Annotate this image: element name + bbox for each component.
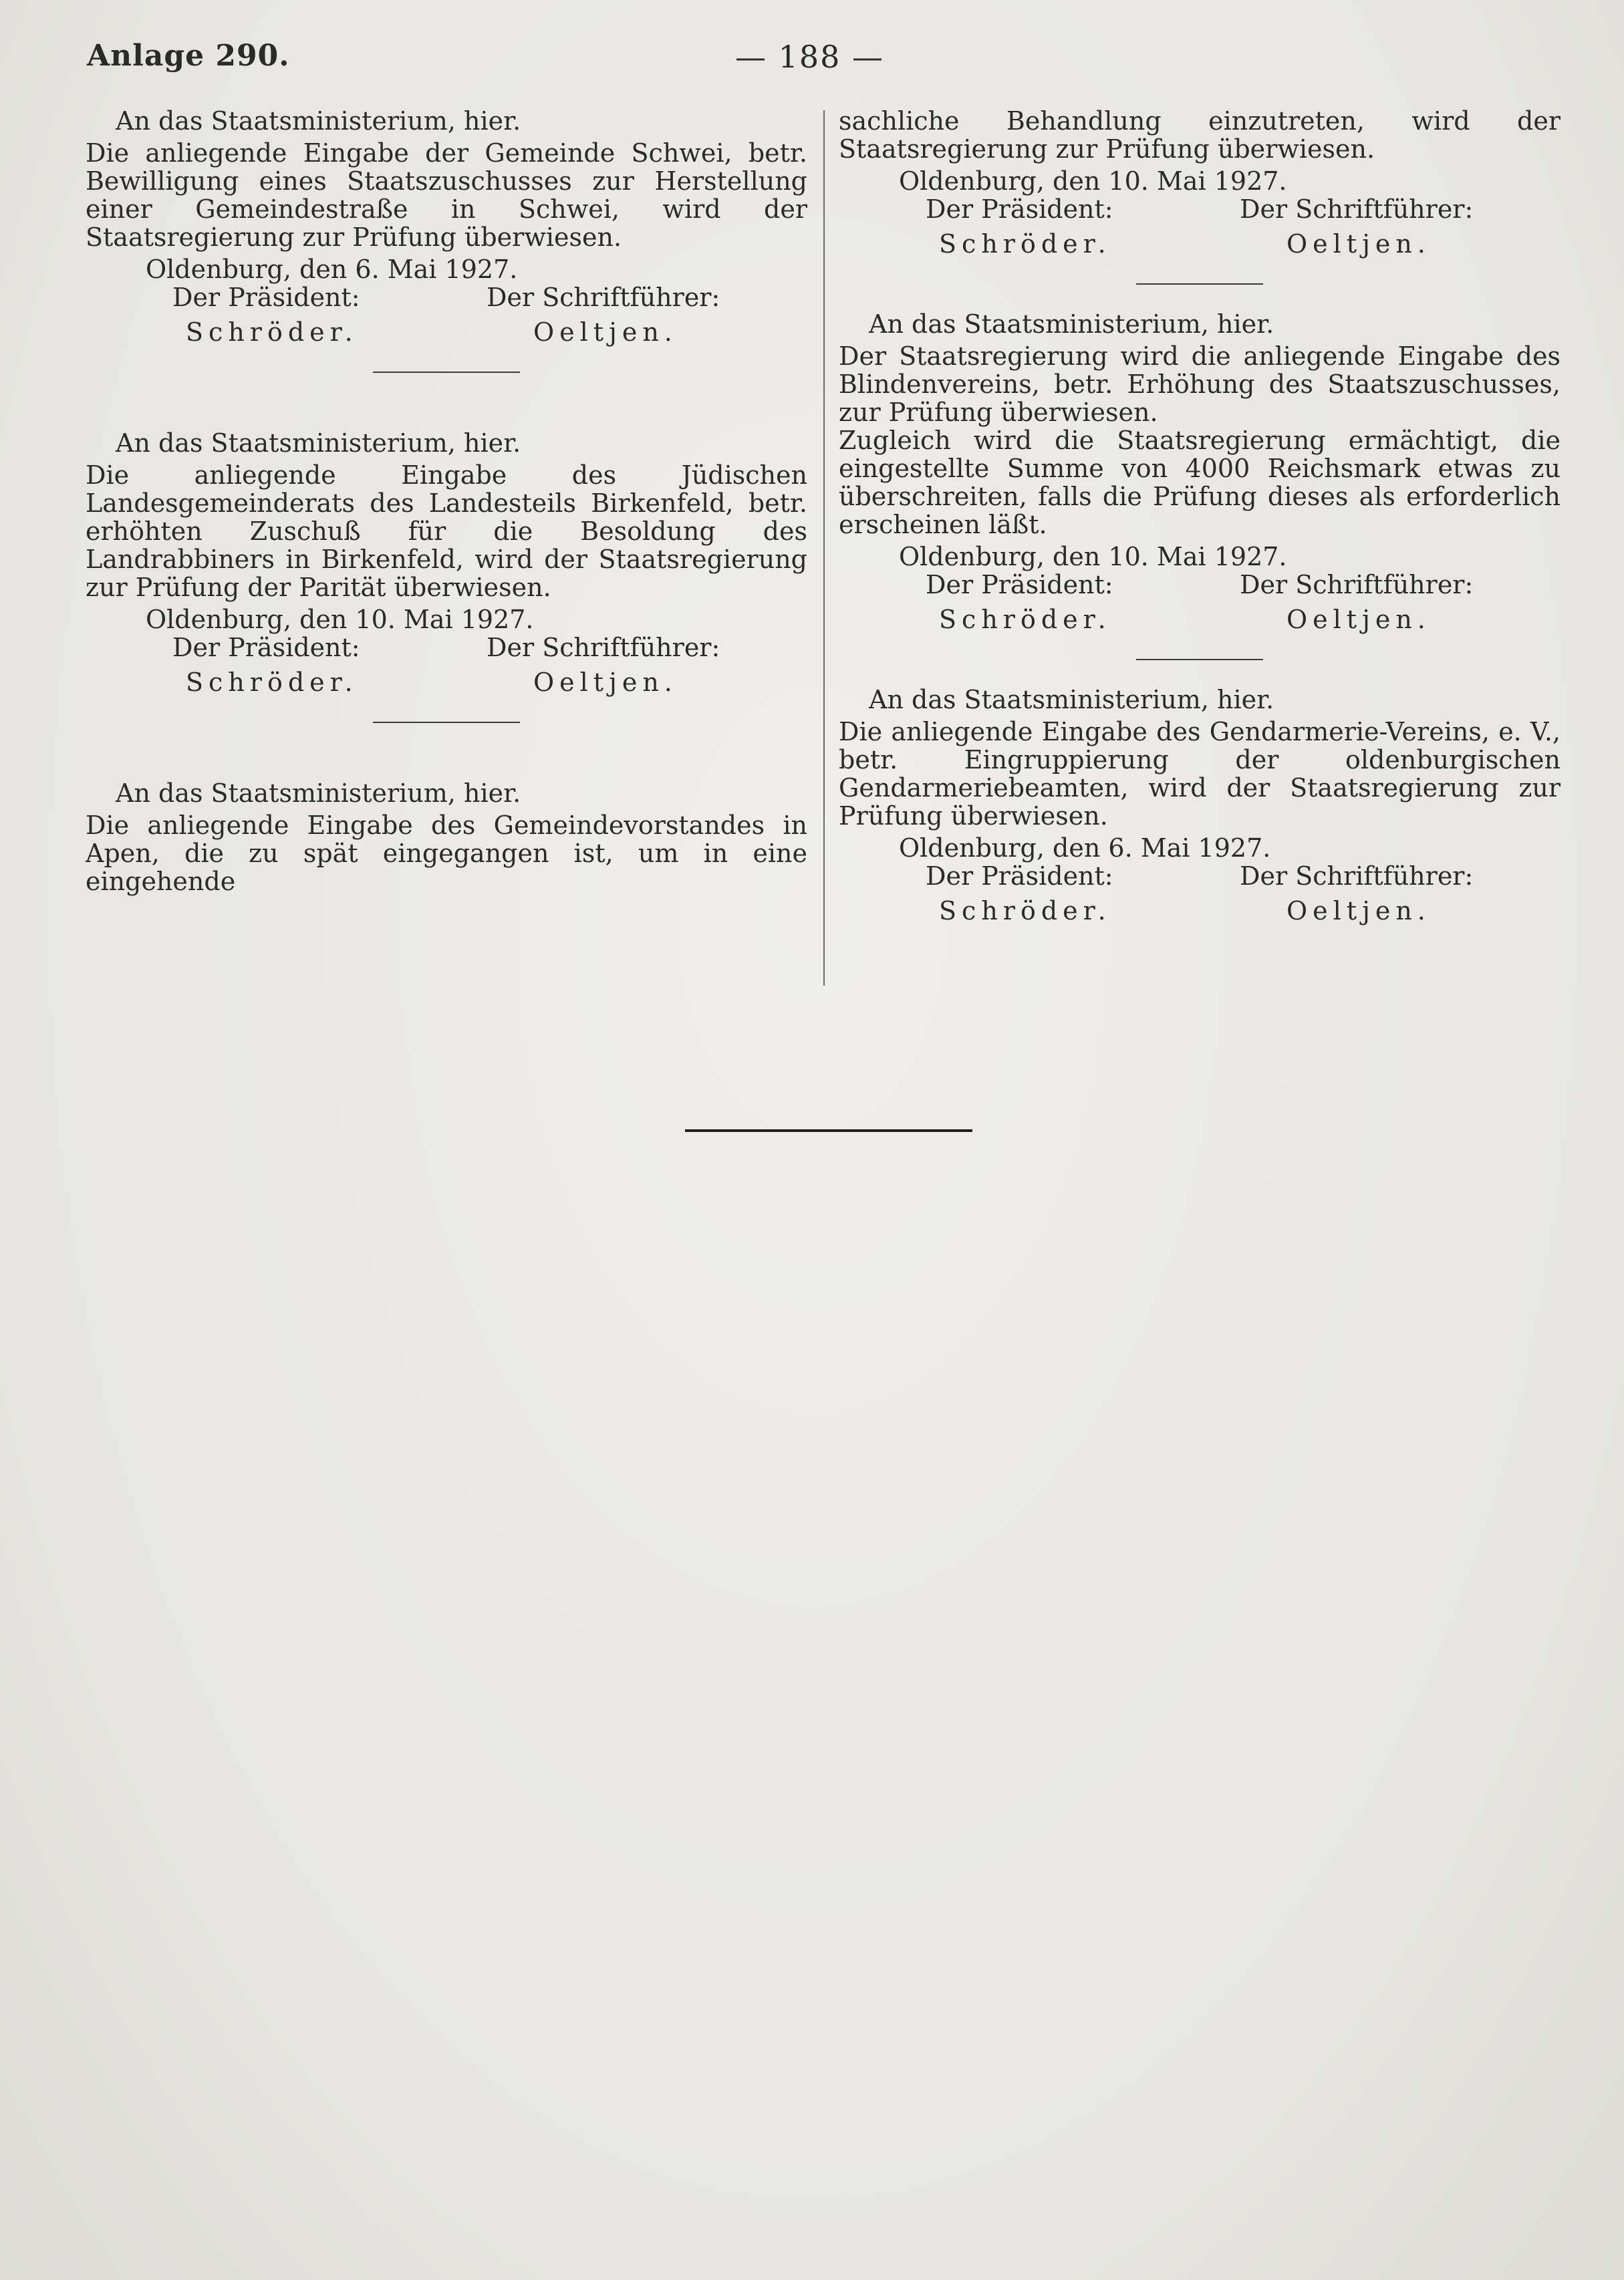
entry-addressee: An das Staatsministerium, hier. <box>116 778 521 808</box>
secretary-name: Oeltjen. <box>1287 896 1431 925</box>
signature-roles <box>839 195 1561 230</box>
page-number: — 188 — <box>735 39 885 75</box>
secretary-name: Oeltjen. <box>533 668 678 697</box>
end-rule <box>685 1129 972 1132</box>
entry-juedischer-landesgemeinderat <box>86 429 807 703</box>
signature-names <box>839 605 1561 640</box>
entry-date: Oldenburg, den 10. Mai 1927. <box>899 166 1287 196</box>
entry-body: Die anliegende Eingabe der Gemeinde Schwei, betr. Bewilligung eines Staatszuschusses zur Herstellung einer Gemeindestraße in Schwei, wird der Staatsregierung zur Prüfung überwiesen. <box>86 138 807 252</box>
signature-names <box>86 318 807 353</box>
president-role: Der Präsident: <box>926 194 1113 224</box>
signature-names <box>86 668 807 703</box>
entry-body: Die anliegende Eingabe des Jüdischen Landesgemeinderats des Landesteils Birkenfeld, betr. erhöhten Zuschuß für die Besoldung des Landrabbiners in Birkenfeld, wird der Staatsregierung zur Prüfung der Parität überwiesen. <box>86 460 807 602</box>
entry-body-second: Zugleich wird die Staatsregierung ermächtigt, die eingestellte Summe von 4000 Reichsmark etwas zu überschreiten, falls die Prüfung dieses als erforderlich erscheinen läßt. <box>839 426 1561 539</box>
entry-date: Oldenburg, den 6. Mai 1927. <box>146 255 518 284</box>
signature-roles <box>86 633 807 668</box>
entry-body: sachliche Behandlung einzutreten, wird der Staatsregierung zur Prüfung überwiesen. <box>839 106 1561 164</box>
president-name: Schröder. <box>939 896 1111 925</box>
entry-addressee: An das Staatsministerium, hier. <box>869 685 1274 714</box>
entry-addressee: An das Staatsministerium, hier. <box>116 428 521 458</box>
president-role: Der Präsident: <box>172 633 360 662</box>
anlage-label: Anlage 290. <box>87 39 290 73</box>
president-role: Der Präsident: <box>926 861 1113 891</box>
entry-gemeinde-schwei <box>86 107 807 353</box>
entry-body: Die anliegende Eingabe des Gendarmerie-Vereins, e. V., betr. Eingruppierung der oldenburgischen Gendarmeriebeamten, wird der Staatsregierung zur Prüfung überwiesen. <box>839 717 1561 831</box>
entry-date: Oldenburg, den 6. Mai 1927. <box>899 833 1271 863</box>
secretary-name: Oeltjen. <box>1287 605 1431 634</box>
section-rule <box>1136 659 1263 660</box>
entry-addressee: An das Staatsministerium, hier. <box>116 106 521 136</box>
entry-blindenverein <box>839 310 1561 640</box>
secretary-name: Oeltjen. <box>533 317 678 347</box>
section-rule <box>373 372 520 373</box>
signature-names <box>839 897 1561 932</box>
left-column <box>86 107 807 895</box>
secretary-role: Der Schriftführer: <box>1240 861 1474 891</box>
right-column <box>839 107 1561 932</box>
entry-addressee: An das Staatsministerium, hier. <box>869 309 1274 339</box>
signature-roles <box>839 862 1561 897</box>
entry-body: Der Staatsregierung wird die anliegende Eingabe des Blindenvereins, betr. Erhöhung des Staatszuschusses, zur Prüfung überwiesen. <box>839 341 1561 427</box>
page-header <box>0 39 1624 79</box>
secretary-role: Der Schriftführer: <box>487 633 720 662</box>
president-name: Schröder. <box>939 229 1111 259</box>
president-name: Schröder. <box>939 605 1111 634</box>
entry-date: Oldenburg, den 10. Mai 1927. <box>146 605 534 634</box>
president-role: Der Präsident: <box>926 570 1113 599</box>
column-divider <box>823 110 825 986</box>
secretary-role: Der Schriftführer: <box>487 283 720 312</box>
entry-body: Die anliegende Eingabe des Gemeindevorstandes in Apen, die zu spät eingegangen ist, um in eine eingehende <box>86 811 807 896</box>
secretary-name: Oeltjen. <box>1287 229 1431 259</box>
section-rule <box>1136 283 1263 285</box>
entry-gemeindevorstand-apen-continued <box>839 107 1561 265</box>
entry-gendarmerie-verein <box>839 686 1561 932</box>
signature-names <box>839 230 1561 265</box>
president-role: Der Präsident: <box>172 283 360 312</box>
secretary-role: Der Schriftführer: <box>1240 194 1474 224</box>
president-name: Schröder. <box>186 668 358 697</box>
section-rule <box>373 722 520 723</box>
entry-gemeindevorstand-apen <box>86 779 807 895</box>
signature-roles <box>839 571 1561 605</box>
entry-date: Oldenburg, den 10. Mai 1927. <box>899 542 1287 571</box>
signature-roles <box>86 283 807 318</box>
president-name: Schröder. <box>186 317 358 347</box>
secretary-role: Der Schriftführer: <box>1240 570 1474 599</box>
